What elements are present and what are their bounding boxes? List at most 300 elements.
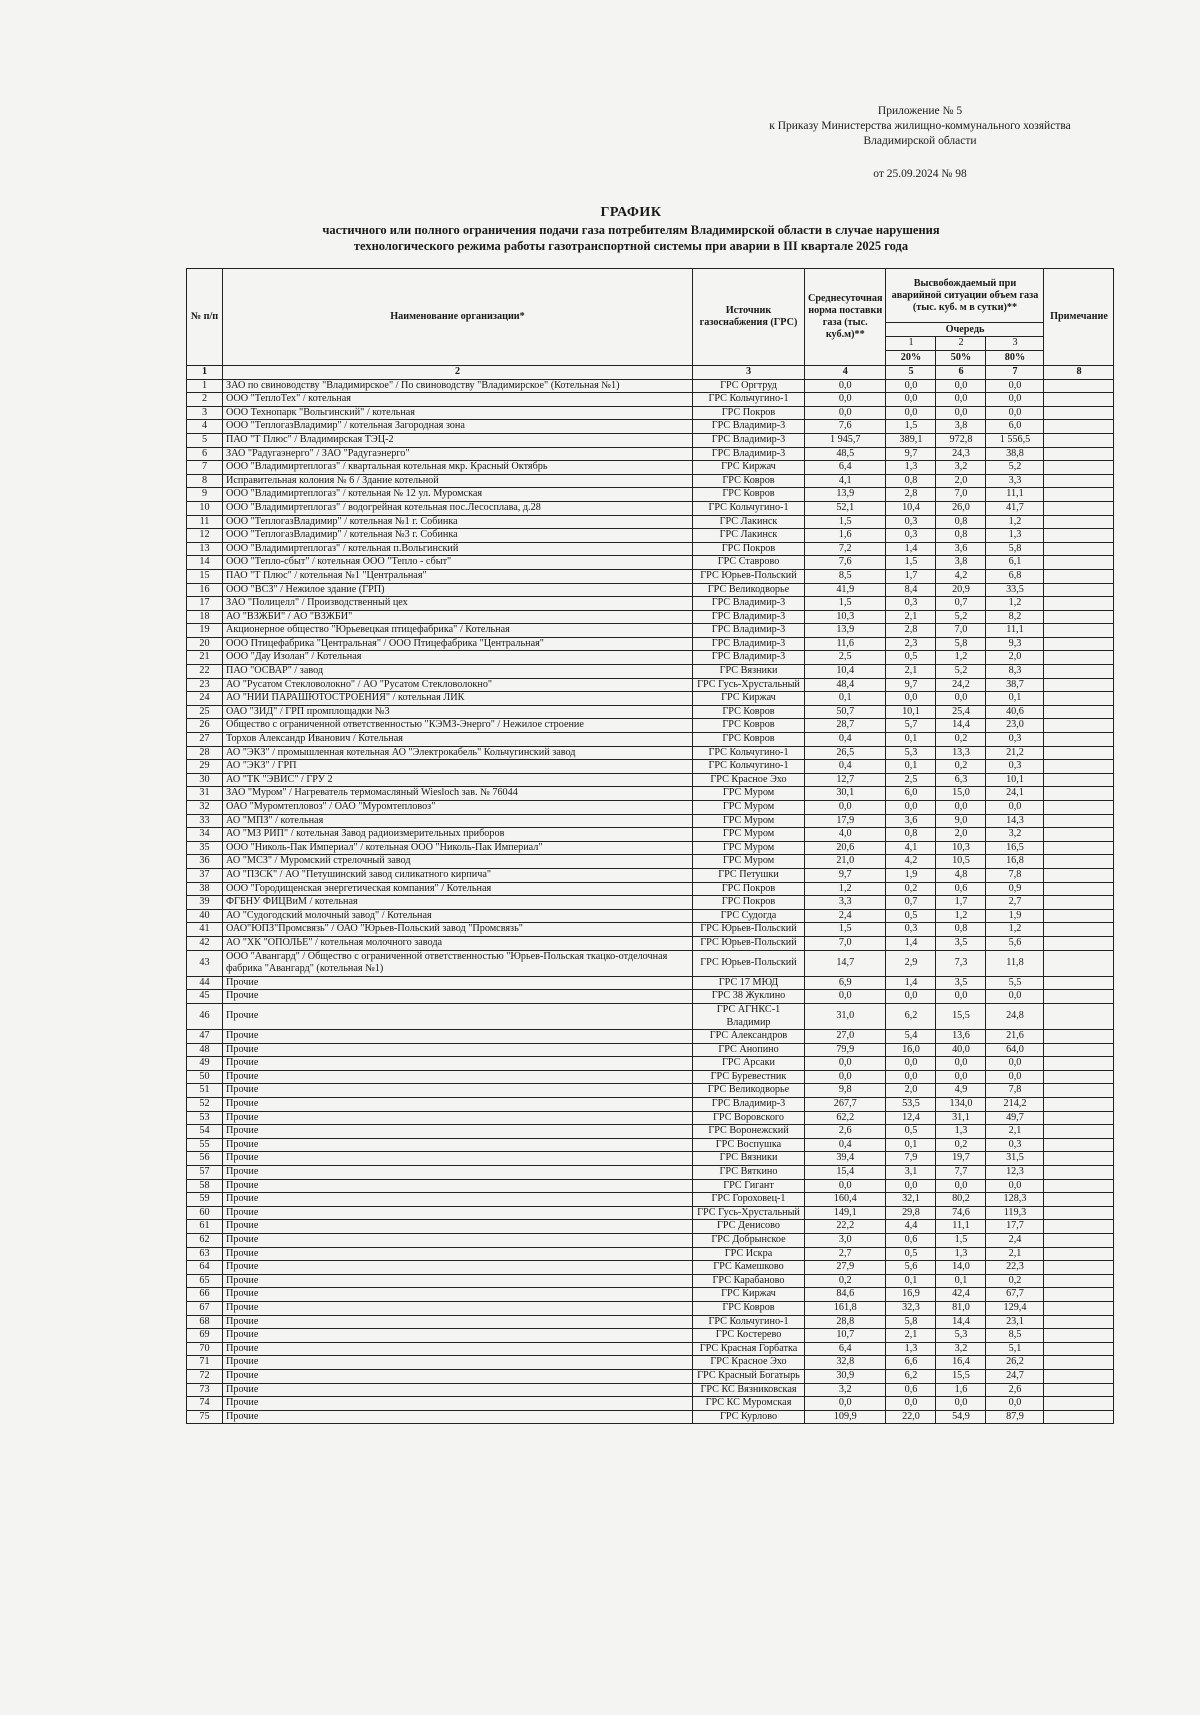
row-number: 26 [187, 719, 223, 733]
daily-norm: 0,0 [805, 393, 886, 407]
organization-name: ООО "Авангард" / Общество с ограниченной ответственностью "Юрьев-Польская ткацко-отделочная фабрика "Авангард" (котельная №1) [223, 950, 693, 976]
header-note: Примечание [1044, 269, 1114, 366]
released-queue-3: 8,3 [986, 665, 1044, 679]
released-queue-1: 9,7 [886, 447, 936, 461]
daily-norm: 1,5 [805, 923, 886, 937]
organization-name: ЗАО "Полицелл" / Производственный цех [223, 597, 693, 611]
daily-norm: 30,9 [805, 1369, 886, 1383]
header-queue: Очередь [886, 323, 1044, 336]
daily-norm: 7,6 [805, 556, 886, 570]
note-cell [1044, 624, 1114, 638]
table-row [187, 1152, 1114, 1166]
daily-norm: 0,0 [805, 801, 886, 815]
organization-name: ООО "Владимиртеплогаз" / водогрейная котельная пос.Лесосплава, д.28 [223, 501, 693, 515]
gas-source: ГРС Кольчугино-1 [693, 746, 805, 760]
daily-norm: 109,9 [805, 1410, 886, 1424]
released-queue-3: 7,8 [986, 1084, 1044, 1098]
organization-name: Прочие [223, 1125, 693, 1139]
released-queue-3: 0,2 [986, 1274, 1044, 1288]
released-queue-2: 7,3 [936, 950, 986, 976]
organization-name: Прочие [223, 1057, 693, 1071]
released-queue-1: 5,8 [886, 1315, 936, 1329]
table-row [187, 1003, 1114, 1029]
gas-source: ГРС Кольчугино-1 [693, 393, 805, 407]
released-queue-3: 0,0 [986, 801, 1044, 815]
daily-norm: 3,2 [805, 1383, 886, 1397]
row-number: 70 [187, 1342, 223, 1356]
table-row [187, 936, 1114, 950]
table-row [187, 976, 1114, 990]
row-number: 45 [187, 990, 223, 1004]
table-row [187, 406, 1114, 420]
released-queue-2: 74,6 [936, 1206, 986, 1220]
row-number: 49 [187, 1057, 223, 1071]
header-percent-3: 80% [986, 350, 1044, 365]
organization-name: Прочие [223, 1179, 693, 1193]
released-queue-3: 5,6 [986, 936, 1044, 950]
row-number: 7 [187, 461, 223, 475]
released-queue-1: 0,8 [886, 828, 936, 842]
note-cell [1044, 637, 1114, 651]
gas-source: ГРС Красная Горбатка [693, 1342, 805, 1356]
organization-name: ЗАО "Муром" / Нагреватель термомасляный Wiesloch зав. № 76044 [223, 787, 693, 801]
table-row [187, 868, 1114, 882]
note-cell [1044, 990, 1114, 1004]
organization-name: Акционерное общество "Юрьевецкая птицефабрика" / Котельная [223, 624, 693, 638]
released-queue-1: 0,0 [886, 1057, 936, 1071]
gas-source: ГРС Муром [693, 814, 805, 828]
row-number: 10 [187, 501, 223, 515]
note-cell [1044, 868, 1114, 882]
table-body [187, 379, 1114, 1424]
released-queue-2: 5,2 [936, 665, 986, 679]
released-queue-3: 64,0 [986, 1043, 1044, 1057]
released-queue-2: 24,2 [936, 678, 986, 692]
organization-name: Прочие [223, 1329, 693, 1343]
gas-source: ГРС Денисово [693, 1220, 805, 1234]
organization-name: Прочие [223, 1206, 693, 1220]
gas-source: ГРС КС Вязниковская [693, 1383, 805, 1397]
released-queue-1: 1,4 [886, 936, 936, 950]
note-cell [1044, 665, 1114, 679]
released-queue-3: 8,5 [986, 1329, 1044, 1343]
gas-source: ГРС АГНКС-1 Владимир [693, 1003, 805, 1029]
gas-source: ГРС Гороховец-1 [693, 1193, 805, 1207]
daily-norm: 161,8 [805, 1301, 886, 1315]
gas-source: ГРС Муром [693, 828, 805, 842]
gas-source: ГРС Муром [693, 801, 805, 815]
note-cell [1044, 1206, 1114, 1220]
daily-norm: 14,7 [805, 950, 886, 976]
note-cell [1044, 1057, 1114, 1071]
released-queue-1: 29,8 [886, 1206, 936, 1220]
table-row [187, 1179, 1114, 1193]
table-row [187, 569, 1114, 583]
row-number: 29 [187, 760, 223, 774]
released-queue-2: 42,4 [936, 1288, 986, 1302]
table-row [187, 1369, 1114, 1383]
released-queue-1: 5,3 [886, 746, 936, 760]
gas-source: ГРС Киржач [693, 461, 805, 475]
released-queue-2: 0,0 [936, 1397, 986, 1411]
organization-name: Прочие [223, 1138, 693, 1152]
daily-norm: 0,0 [805, 379, 886, 393]
organization-name: ЗАО "Радугаэнерго" / ЗАО "Радугаэнерго" [223, 447, 693, 461]
released-queue-2: 1,3 [936, 1247, 986, 1261]
released-queue-2: 3,8 [936, 556, 986, 570]
gas-source: ГРС Арсаки [693, 1057, 805, 1071]
organization-name: ОАО "ЗИД" / ГРП промплощадки №3 [223, 705, 693, 719]
row-number: 37 [187, 868, 223, 882]
gas-source: ГРС Ставрово [693, 556, 805, 570]
table-row [187, 1057, 1114, 1071]
released-queue-2: 14,4 [936, 1315, 986, 1329]
released-queue-2: 4,9 [936, 1084, 986, 1098]
table-row [187, 474, 1114, 488]
gas-source: ГРС Лакинск [693, 515, 805, 529]
gas-source: ГРС Муром [693, 841, 805, 855]
note-cell [1044, 760, 1114, 774]
gas-source: ГРС Гусь-Хрустальный [693, 1206, 805, 1220]
row-number: 69 [187, 1329, 223, 1343]
note-cell [1044, 420, 1114, 434]
note-cell [1044, 651, 1114, 665]
daily-norm: 0,0 [805, 1070, 886, 1084]
table-row [187, 801, 1114, 815]
table-row [187, 1070, 1114, 1084]
note-cell [1044, 1356, 1114, 1370]
organization-name: ОАО "Муромтепловоз" / ОАО "Муромтепловоз" [223, 801, 693, 815]
released-queue-3: 8,2 [986, 610, 1044, 624]
released-queue-3: 9,3 [986, 637, 1044, 651]
released-queue-2: 0,0 [936, 801, 986, 815]
released-queue-1: 32,3 [886, 1301, 936, 1315]
row-number: 20 [187, 637, 223, 651]
row-number: 56 [187, 1152, 223, 1166]
table-row [187, 1356, 1114, 1370]
released-queue-1: 0,1 [886, 760, 936, 774]
row-number: 21 [187, 651, 223, 665]
daily-norm: 26,5 [805, 746, 886, 760]
note-cell [1044, 1234, 1114, 1248]
table-row [187, 651, 1114, 665]
daily-norm: 11,6 [805, 637, 886, 651]
released-queue-2: 0,7 [936, 597, 986, 611]
note-cell [1044, 1288, 1114, 1302]
table-row [187, 773, 1114, 787]
header-queue-1: 1 [886, 336, 936, 350]
note-cell [1044, 814, 1114, 828]
gas-source: ГРС Воронежский [693, 1125, 805, 1139]
note-cell [1044, 1070, 1114, 1084]
table-row [187, 1043, 1114, 1057]
table-row [187, 1329, 1114, 1343]
row-number: 40 [187, 909, 223, 923]
column-index: 4 [805, 366, 886, 380]
daily-norm: 13,9 [805, 488, 886, 502]
released-queue-3: 49,7 [986, 1111, 1044, 1125]
header-source: Источник газоснабжения (ГРС) [693, 269, 805, 366]
released-queue-3: 0,3 [986, 733, 1044, 747]
table-row [187, 1125, 1114, 1139]
daily-norm: 13,9 [805, 624, 886, 638]
released-queue-1: 0,1 [886, 1274, 936, 1288]
daily-norm: 27,0 [805, 1030, 886, 1044]
table-row [187, 542, 1114, 556]
row-number: 23 [187, 678, 223, 692]
organization-name: ПАО "Т Плюс" / Владимирская ТЭЦ-2 [223, 433, 693, 447]
released-queue-2: 134,0 [936, 1098, 986, 1112]
daily-norm: 4,1 [805, 474, 886, 488]
released-queue-3: 1 556,5 [986, 433, 1044, 447]
released-queue-1: 4,4 [886, 1220, 936, 1234]
released-queue-3: 2,4 [986, 1234, 1044, 1248]
table-row [187, 393, 1114, 407]
released-queue-3: 5,5 [986, 976, 1044, 990]
table-row [187, 1084, 1114, 1098]
row-number: 35 [187, 841, 223, 855]
gas-source: ГРС КС Муромская [693, 1397, 805, 1411]
row-number: 55 [187, 1138, 223, 1152]
organization-name: АО "ЭКЗ" / промышленная котельная АО "Электрокабель" Кольчугинский завод [223, 746, 693, 760]
organization-name: Прочие [223, 1220, 693, 1234]
daily-norm: 79,9 [805, 1043, 886, 1057]
header-num: № п/п [187, 269, 223, 366]
row-number: 15 [187, 569, 223, 583]
released-queue-1: 0,0 [886, 692, 936, 706]
gas-source: ГРС Владимир-3 [693, 637, 805, 651]
released-queue-3: 16,5 [986, 841, 1044, 855]
released-queue-2: 26,0 [936, 501, 986, 515]
row-number: 50 [187, 1070, 223, 1084]
released-queue-1: 0,6 [886, 1234, 936, 1248]
note-cell [1044, 379, 1114, 393]
column-index-row [187, 366, 1114, 380]
released-queue-1: 2,0 [886, 1084, 936, 1098]
gas-source: ГРС Юрьев-Польский [693, 569, 805, 583]
organization-name: АО "ПЗСК" / АО "Петушинский завод силикатного кирпича" [223, 868, 693, 882]
released-queue-1: 4,1 [886, 841, 936, 855]
gas-source: ГРС Киржач [693, 1288, 805, 1302]
gas-source: ГРС Карабаново [693, 1274, 805, 1288]
organization-name: Прочие [223, 1301, 693, 1315]
released-queue-2: 0,0 [936, 393, 986, 407]
gas-source: ГРС Владимир-3 [693, 420, 805, 434]
released-queue-3: 2,1 [986, 1125, 1044, 1139]
daily-norm: 50,7 [805, 705, 886, 719]
released-queue-2: 54,9 [936, 1410, 986, 1424]
organization-name: Прочие [223, 1193, 693, 1207]
daily-norm: 6,9 [805, 976, 886, 990]
appendix-line-2: к Приказу Министерства жилищно-коммунального хозяйства [769, 120, 1071, 132]
table-row [187, 501, 1114, 515]
released-queue-1: 0,8 [886, 474, 936, 488]
row-number: 34 [187, 828, 223, 842]
released-queue-3: 0,0 [986, 1057, 1044, 1071]
released-queue-3: 5,1 [986, 1342, 1044, 1356]
released-queue-1: 0,0 [886, 1397, 936, 1411]
organization-name: ООО "Тепло-сбыт" / котельная ООО "Тепло - сбыт" [223, 556, 693, 570]
table-row [187, 1383, 1114, 1397]
released-queue-2: 80,2 [936, 1193, 986, 1207]
organization-name: АО "ТК "ЭВИС" / ГРУ 2 [223, 773, 693, 787]
note-cell [1044, 542, 1114, 556]
appendix-line-3: Владимирской области [863, 135, 977, 147]
gas-source: ГРС Костерево [693, 1329, 805, 1343]
note-cell [1044, 1043, 1114, 1057]
row-number: 73 [187, 1383, 223, 1397]
released-queue-2: 0,2 [936, 733, 986, 747]
released-queue-1: 3,1 [886, 1166, 936, 1180]
gas-source: ГРС Владимир-3 [693, 624, 805, 638]
released-queue-2: 2,0 [936, 828, 986, 842]
released-queue-1: 0,0 [886, 393, 936, 407]
organization-name: Прочие [223, 1356, 693, 1370]
row-number: 32 [187, 801, 223, 815]
released-queue-2: 0,2 [936, 760, 986, 774]
gas-source: ГРС Владимир-3 [693, 651, 805, 665]
released-queue-3: 3,3 [986, 474, 1044, 488]
released-queue-1: 7,9 [886, 1152, 936, 1166]
daily-norm: 30,1 [805, 787, 886, 801]
note-cell [1044, 678, 1114, 692]
released-queue-3: 41,7 [986, 501, 1044, 515]
row-number: 36 [187, 855, 223, 869]
organization-name: АО "ВЗЖБИ" / АО "ВЗЖБИ" [223, 610, 693, 624]
daily-norm: 62,2 [805, 1111, 886, 1125]
released-queue-3: 6,0 [986, 420, 1044, 434]
organization-name: Прочие [223, 1166, 693, 1180]
row-number: 46 [187, 1003, 223, 1029]
table-row [187, 1098, 1114, 1112]
row-number: 42 [187, 936, 223, 950]
organization-name: АО "МПЗ" / котельная [223, 814, 693, 828]
released-queue-1: 5,6 [886, 1261, 936, 1275]
released-queue-1: 32,1 [886, 1193, 936, 1207]
gas-source: ГРС Владимир-3 [693, 597, 805, 611]
title-block [186, 204, 1076, 254]
table-row [187, 923, 1114, 937]
row-number: 11 [187, 515, 223, 529]
released-queue-3: 24,8 [986, 1003, 1044, 1029]
daily-norm: 31,0 [805, 1003, 886, 1029]
released-queue-3: 0,1 [986, 692, 1044, 706]
daily-norm: 0,0 [805, 1179, 886, 1193]
note-cell [1044, 406, 1114, 420]
table-row [187, 461, 1114, 475]
daily-norm: 6,4 [805, 1342, 886, 1356]
released-queue-2: 2,0 [936, 474, 986, 488]
released-queue-1: 2,3 [886, 637, 936, 651]
row-number: 17 [187, 597, 223, 611]
note-cell [1044, 1329, 1114, 1343]
gas-source: ГРС Оргтруд [693, 379, 805, 393]
organization-name: Прочие [223, 1111, 693, 1125]
note-cell [1044, 529, 1114, 543]
table-row [187, 882, 1114, 896]
released-queue-3: 31,5 [986, 1152, 1044, 1166]
table-row [187, 855, 1114, 869]
table-row [187, 814, 1114, 828]
released-queue-3: 214,2 [986, 1098, 1044, 1112]
gas-source: ГРС Великодворье [693, 1084, 805, 1098]
released-queue-2: 0,0 [936, 1179, 986, 1193]
released-queue-1: 5,7 [886, 719, 936, 733]
table-row [187, 950, 1114, 976]
released-queue-1: 0,0 [886, 379, 936, 393]
organization-name: Прочие [223, 1315, 693, 1329]
gas-source: ГРС Камешково [693, 1261, 805, 1275]
table-row [187, 909, 1114, 923]
released-queue-2: 6,3 [936, 773, 986, 787]
table-row [187, 1288, 1114, 1302]
note-cell [1044, 1030, 1114, 1044]
organization-name: Прочие [223, 1070, 693, 1084]
released-queue-1: 12,4 [886, 1111, 936, 1125]
released-queue-2: 0,2 [936, 1138, 986, 1152]
row-number: 39 [187, 896, 223, 910]
row-number: 18 [187, 610, 223, 624]
organization-name: АО "Русатом Стекловолокно" / АО "Русатом Стекловолокно" [223, 678, 693, 692]
note-cell [1044, 433, 1114, 447]
organization-name: ООО "Владимиртеплогаз" / квартальная котельная мкр. Красный Октябрь [223, 461, 693, 475]
released-queue-3: 0,0 [986, 1397, 1044, 1411]
released-queue-1: 2,5 [886, 773, 936, 787]
daily-norm: 1 945,7 [805, 433, 886, 447]
row-number: 58 [187, 1179, 223, 1193]
table-row [187, 665, 1114, 679]
row-number: 51 [187, 1084, 223, 1098]
released-queue-2: 1,3 [936, 1125, 986, 1139]
column-index: 5 [886, 366, 936, 380]
released-queue-3: 33,5 [986, 583, 1044, 597]
released-queue-3: 11,8 [986, 950, 1044, 976]
organization-name: Прочие [223, 1043, 693, 1057]
released-queue-3: 0,0 [986, 1070, 1044, 1084]
gas-source: ГРС Муром [693, 855, 805, 869]
table-row [187, 1234, 1114, 1248]
note-cell [1044, 393, 1114, 407]
row-number: 8 [187, 474, 223, 488]
table-row [187, 828, 1114, 842]
note-cell [1044, 719, 1114, 733]
gas-source: ГРС Кольчугино-1 [693, 760, 805, 774]
gas-source: ГРС Александров [693, 1030, 805, 1044]
note-cell [1044, 855, 1114, 869]
row-number: 2 [187, 393, 223, 407]
released-queue-2: 0,8 [936, 515, 986, 529]
daily-norm: 39,4 [805, 1152, 886, 1166]
released-queue-2: 20,9 [936, 583, 986, 597]
released-queue-3: 0,0 [986, 990, 1044, 1004]
table-row [187, 678, 1114, 692]
gas-source: ГРС Воспушка [693, 1138, 805, 1152]
row-number: 1 [187, 379, 223, 393]
note-cell [1044, 1152, 1114, 1166]
organization-name: ООО "ТеплогазВладимир" / котельная №3 г. Собинка [223, 529, 693, 543]
released-queue-3: 87,9 [986, 1410, 1044, 1424]
gas-source: ГРС 38 Жуклино [693, 990, 805, 1004]
note-cell [1044, 773, 1114, 787]
organization-name: ФГБНУ ФИЦВиМ / котельная [223, 896, 693, 910]
released-queue-2: 1,6 [936, 1383, 986, 1397]
organization-name: Прочие [223, 1369, 693, 1383]
daily-norm: 9,7 [805, 868, 886, 882]
released-queue-1: 0,1 [886, 733, 936, 747]
note-cell [1044, 569, 1114, 583]
row-number: 22 [187, 665, 223, 679]
released-queue-1: 6,2 [886, 1369, 936, 1383]
